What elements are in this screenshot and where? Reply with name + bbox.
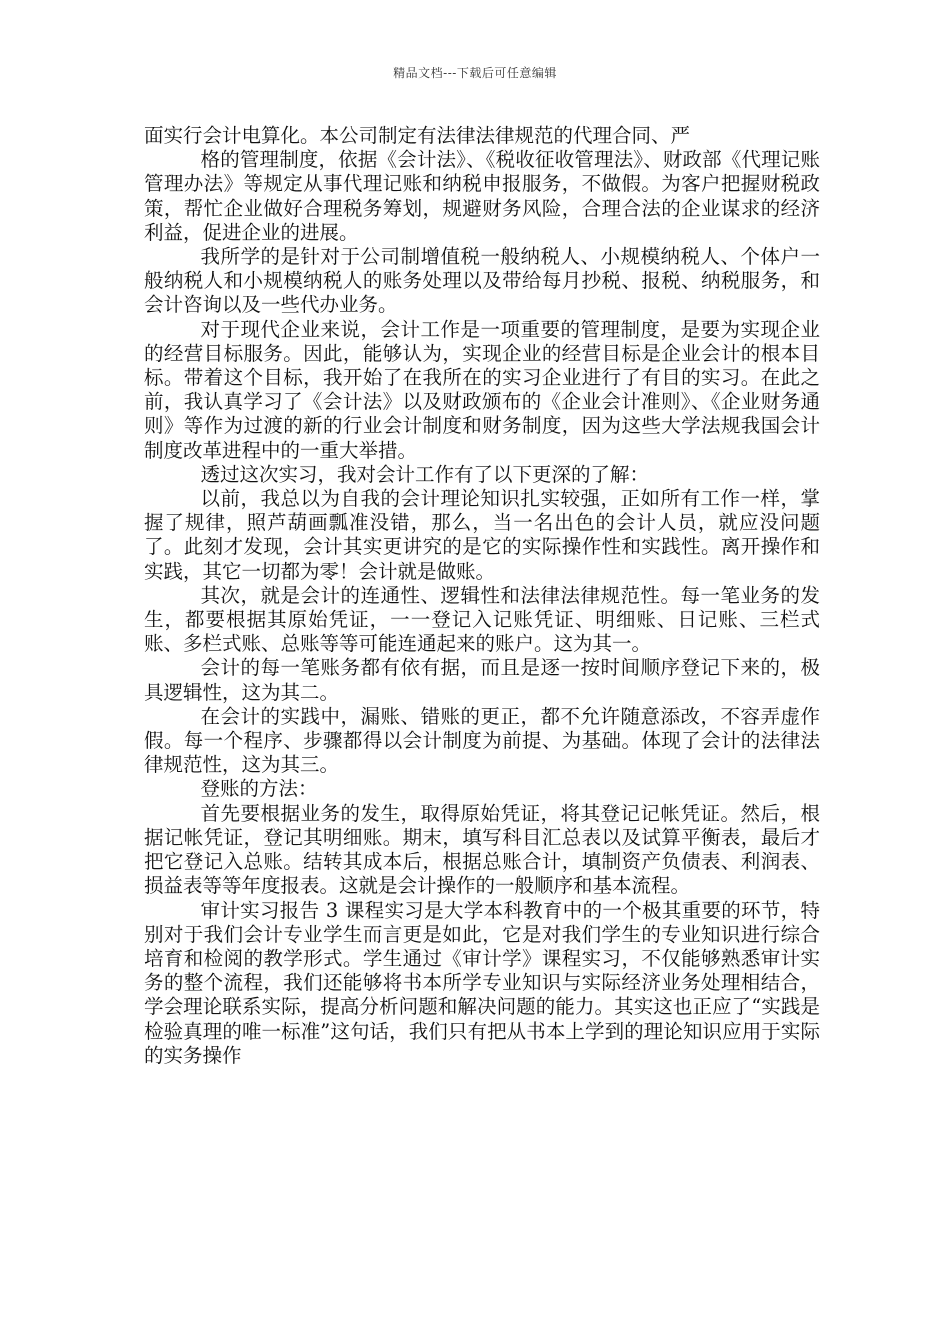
paragraph-9: 在会计的实践中，漏账、错账的更正，都不允许随意添改，不容弄虚作假。每一个程序、步骤都得以会计制度为前提、为基础。体现了会计的法律法律规范性，这为其三。 — [144, 704, 820, 777]
paragraph-12: 审计实习报告 3 课程实习是大学本科教育中的一个极其重要的环节，特别对于我们会计专业学生而言更是如此，它是对我们学生的专业知识进行综合培育和检阅的教学形式。学生通过《审计学》课程实习，不仅能够熟悉审计实务的整个流程，我们还能够将书本所学专业知识与实际经济业务处理相结合，学会理论联系实际，提高分析问题和解决问题的能力。其实这也正应了“实践是检验真理的唯一标准”这句话，我们只有把从书本上学到的理论知识应用于实际的实务操作 — [144, 898, 820, 1067]
paragraph-11: 首先要根据业务的发生，取得原始凭证，将其登记记帐凭证。然后，根据记帐凭证，登记其明细账。期末，填写科目汇总表以及试算平衡表，最后才把它登记入总账。结转其成本后，根据总账合计，填制资产负债表、利润表、损益表等等年度报表。这就是会计操作的一般顺序和基本流程。 — [144, 801, 820, 898]
paragraph-5: 透过这次实习，我对会计工作有了以下更深的了解： — [200, 462, 650, 486]
paragraph-7: 其次，就是会计的连通性、逻辑性和法律法律规范性。每一笔业务的发生，都要根据其原始凭证，一一登记入记账凭证、明细账、日记账、三栏式账、多栏式账、总账等等可能连通起来的账户。这为其一。 — [144, 583, 820, 656]
paragraph-2: 格的管理制度，依据《会计法》、《税收征收管理法》、财政部《代理记账管理办法》等规定从事代理记账和纳税申报服务，不做假。为客户把握财税政策，帮忙企业做好合理税务筹划，规避财务风险，合理合法的企业谋求的经济利益，促进企业的进展。 — [144, 148, 820, 244]
paragraph-3: 我所学的是针对于公司制增值税一般纳税人、小规模纳税人、个体户一般纳税人和小规模纳税人的账务处理以及带给每月抄税、报税、纳税服务，和会计咨询以及一些代办业务。 — [144, 245, 820, 317]
paragraph-4: 对于现代企业来说，会计工作是一项重要的管理制度，是要为实现企业的经营目标服务。因此，能够认为，实现企业的经营目标是企业会计的根本目标。带着这个目标，我开始了在我所在的实习企业进行了有目的实习。在此之前，我认真学习了《会计法》以及财政颁布的《企业会计准则》、《企业财务通则》等作为过渡的新的行业会计制度和财务制度，因为这些大学法规我国会计制度改革进程中的一重大举措。 — [144, 317, 820, 462]
paragraph-1: 面实行会计电算化。本公司制定有法律法律规范的代理合同、严 — [144, 124, 691, 147]
paragraph-6: 以前，我总以为自我的会计理论知识扎实较强，正如所有工作一样，掌握了规律，照芦葫画瓢准没错，那么，当一名出色的会计人员，就应没问题了。此刻才发现，会计其实更讲究的是它的实际操作性和实践性。离开操作和实践，其它一切都为零！会计就是做账。 — [144, 487, 820, 583]
page-header: 精品文档---下载后可任意编辑 — [393, 66, 557, 80]
paragraph-10: 登账的方法： — [200, 777, 318, 801]
document-body — [144, 124, 820, 1068]
paragraph-8: 会计的每一笔账务都有依有据，而且是逐一按时间顺序登记下来的，极具逻辑性，这为其二。 — [144, 656, 820, 704]
